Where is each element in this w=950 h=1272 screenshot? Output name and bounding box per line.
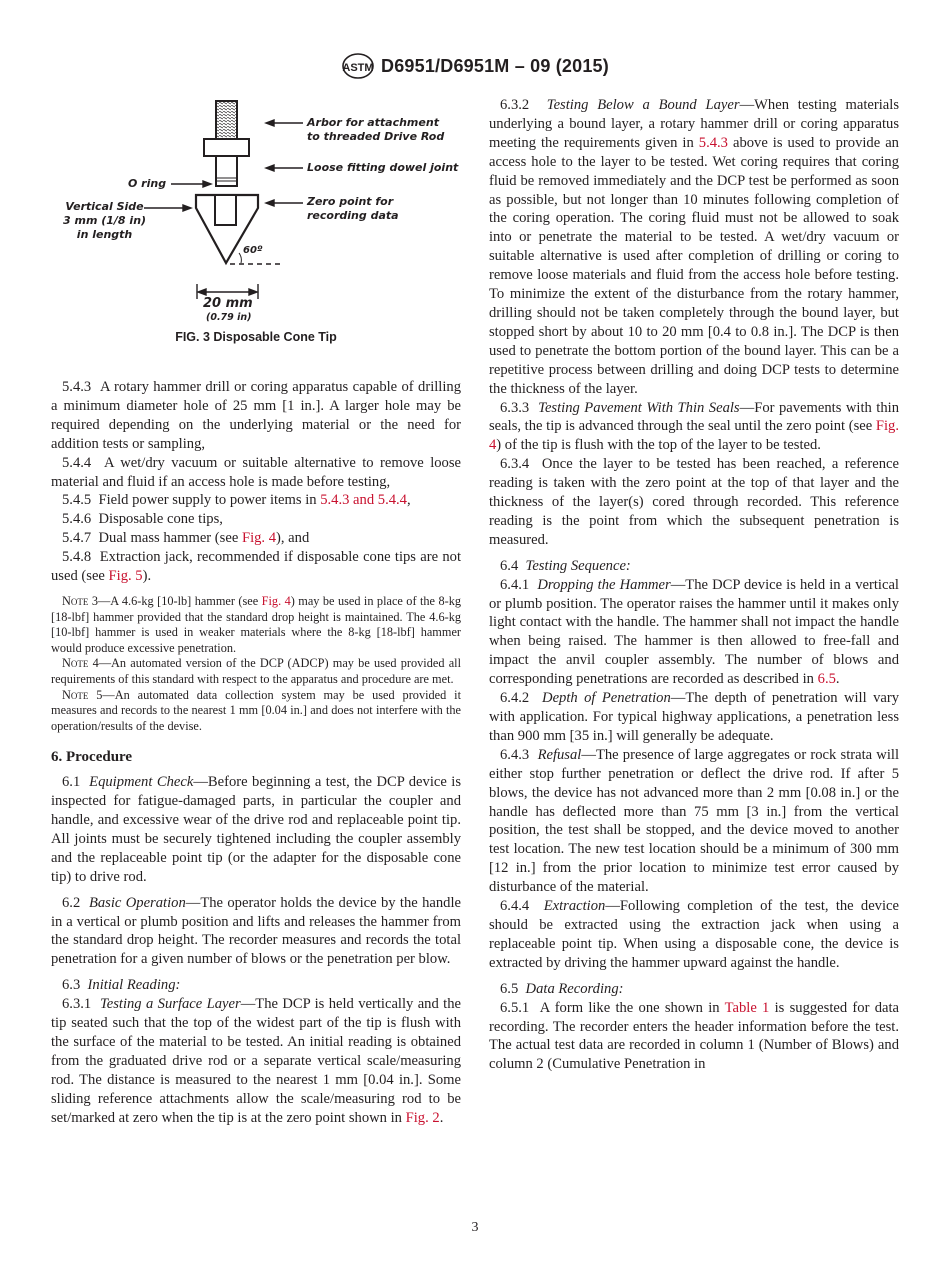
- label-arbor: Arbor for attachment to threaded Drive Rod: [307, 116, 445, 143]
- link-5-4-3-and-5-4-4[interactable]: 5.4.3 and 5.4.4: [320, 492, 407, 509]
- note-4: Note 4—An automated version of the DCP (ADCP) may be used provided all requirements of this standard with respect to the apparatus and procedure are met.: [51, 656, 461, 686]
- label-width-in: (0.79 in): [206, 312, 252, 323]
- svg-text:ASTM: ASTM: [342, 62, 374, 74]
- para-5-4-7: 5.4.7 Dual mass hammer (see Fig. 4), and: [62, 530, 310, 547]
- para-5-4-5: 5.4.5 Field power supply to power items in 5.4.3 and 5.4.4,: [62, 492, 411, 509]
- label-width-mm: 20 mm: [203, 296, 253, 311]
- note-3: Note 3—A 4.6-kg [10-lb] hammer (see Fig. 4) may be used in place of the 8-kg [18-lbf] hammer provided that the standard drop height is maintained. The 4.6-kg [10-lbf] hammer is used in weaker materials where the 8-kg [18-lbf] hammer would produce excessive penetration.: [51, 593, 461, 655]
- para-6-5-1: 6.5.1 A form like the one shown in Table 1 is suggested for data recording. The recorder enters the header information before the test. The actual test data are recorded in column 1 (Number of Blows) and column 2 (Cumulative Penetration in: [489, 999, 899, 1073]
- link-fig-5[interactable]: Fig. 5: [108, 568, 143, 585]
- para-5-4-4: 5.4.4 A wet/dry vacuum or suitable alternative to remove loose material and fluid if an access hole is made before testing,: [51, 454, 462, 490]
- page-header: [0, 52, 950, 85]
- link-fig-4-right[interactable]: Fig. 4: [489, 418, 899, 454]
- figure-caption: FIG. 3 Disposable Cone Tip: [175, 330, 337, 344]
- link-5-4-3[interactable]: 5.4.3: [698, 134, 728, 151]
- para-6-2: 6.2 Basic Operation—The operator holds the device by the handle in a vertical or plumb position and lifts and releases the hammer from the standard drop height. The recorder measures and records the total penetration for a given number of blows or the penetration per blow.: [51, 894, 461, 968]
- para-6-4-4: 6.4.4 Extraction—Following completion of the test, the device should be extracted using the extraction jack when using a replaceable point tip. When using a disposable cone, the device is extracted by driving the hammer upward against the handle.: [489, 898, 899, 971]
- para-6-4-1: 6.4.1 Dropping the Hammer—The DCP device is held in a vertical or plumb position. The operator raises the hammer until it makes only light contact with the handle. The hammer shall not impact the handle when being raised. The hammer is then allowed to free-fall and impact the anvil coupler assembly. The number of blows and corresponding penetrations are recorded as described in 6.5.: [489, 576, 899, 688]
- para-6-1: 6.1 Equipment Check—Before beginning a test, the DCP device is inspected for fatigue-damaged parts, in particular the coupler and handle, and excessive wear of the drive rod and replaceable point tip. All joints must be securely tightened including the coupler assembly and the replaceable point tip (or the adapter for the disposable cone tip) to drive rod.: [51, 774, 462, 885]
- label-zero-point: Zero point for recording data: [307, 195, 399, 222]
- document-id: D6951/D6951M – 09 (2015): [381, 55, 609, 76]
- label-o-ring: O ring: [128, 177, 167, 190]
- link-table-1[interactable]: Table 1: [724, 999, 770, 1016]
- link-fig-2[interactable]: Fig. 2: [405, 1109, 440, 1126]
- para-5-4-6: 5.4.6 Disposable cone tips,: [62, 511, 223, 528]
- astm-logo-icon: [341, 52, 375, 80]
- figure-3: [51, 96, 461, 356]
- link-fig-4-note[interactable]: Fig. 4: [261, 593, 291, 608]
- para-6-3-2: 6.3.2 Testing Below a Bound Layer—When testing materials underlying a bound layer, a rotary hammer drill or coring apparatus meeting the requirements given in 5.4.3 above is used to provide an access hole to the layer to be tested. Wet coring requires that coring fluid be removed immediately and the DCP test be performed as soon as possible, but not longer than 10 minutes following completion of the coring operation. The coring fluid must not be allowed to soak into or penetrate the material to be tested. A wet/dry vacuum or suitable alternative is used after completion of drilling or coring to remove loose materials and fluid from the access hole before testing. To minimize the extent of the disturbance from the rotary hammer, drilling should not be taken completely through the bound layer, but stopped short by about 10 to 20 mm [0.4 to 0.8 in.]. The DCP is then used to penetrate the bottom portion of the bound layer. This can be a repetitive process between drilling and doing DCP tests to determine the thickness of the layer.: [489, 97, 900, 397]
- label-vertical-side: Vertical Side 3 mm (1/8 in) in length: [63, 200, 147, 241]
- para-6-3: 6.3 Initial Reading:: [62, 977, 181, 994]
- para-6-4-2: 6.4.2 Depth of Penetration—The depth of penetration will vary with application. For typical highway applications, a penetration less than 900 mm [35 in.] will generally be adequate.: [489, 690, 899, 744]
- para-5-4-3: 5.4.3 A rotary hammer drill or coring apparatus capable of drilling a minimum diameter hole of 25 mm [1 in.]. A larger hole may be required depending on the underlying material or the need for addition tests or sampling,: [51, 379, 462, 452]
- label-dowel-joint: Loose fitting dowel joint: [307, 161, 459, 174]
- page-number: 3: [471, 1220, 479, 1235]
- link-fig-4[interactable]: Fig. 4: [241, 530, 277, 547]
- section-6-heading: 6. Procedure: [51, 749, 133, 766]
- para-5-4-8: 5.4.8 Extraction jack, recommended if disposable cone tips are not used (see Fig. 5).: [51, 549, 461, 585]
- para-6-3-4: 6.3.4 Once the layer to be tested has been reached, a reference reading is taken with the zero point at the top of that layer and the thickness of the layer(s) cored through recorded. This reference reading is the point from which the subsequent penetration is measured.: [489, 456, 899, 548]
- label-angle: 60º: [243, 245, 263, 256]
- para-6-4-3: 6.4.3 Refusal—The presence of large aggregates or rock strata will either stop further penetration or deflect the drive rod. If after 5 blows, the device has not advanced more than 2 mm [0.08 in.] or the handle has deflected more than 75 mm [3 in.] from the vertical position, the test shall be stopped, and the device moved to another test location. The new test location should be a minimum of 300 mm [12 in.] from the prior location to minimize test error caused by disturbance of the material.: [489, 746, 900, 896]
- right-column: [489, 96, 899, 1074]
- link-6-5[interactable]: 6.5: [817, 671, 836, 688]
- para-6-4: 6.4 Testing Sequence:: [500, 557, 631, 574]
- left-column: [51, 96, 461, 1128]
- para-6-3-1: 6.3.1 Testing a Surface Layer—The DCP is held vertically and the tip seated such that the top of the widest part of the tip is flush with the surface of the material to be tested. An initial reading is obtained from the graduated drive rod or a separate vertical scale/measuring rod. The distance is measured to the nearest 1 mm [0.04 in.]. Some sliding reference attachments allow the scale/measuring rod to be set/marked at zero when the tip is at the zero point shown in Fig. 2.: [51, 996, 461, 1126]
- note-5: Note 5—An automated data collection system may be used provided it measures and records to the nearest 1 mm [0.04 in.] and does not interfere with the operation/results of the devise.: [51, 687, 461, 733]
- para-6-3-3: 6.3.3 Testing Pavement With Thin Seals—For pavements with thin seals, the tip is advanced through the seal until the zero point (see Fig. 4) of the tip is flush with the top of the layer to be tested.: [489, 399, 900, 454]
- para-6-5: 6.5 Data Recording:: [500, 980, 624, 997]
